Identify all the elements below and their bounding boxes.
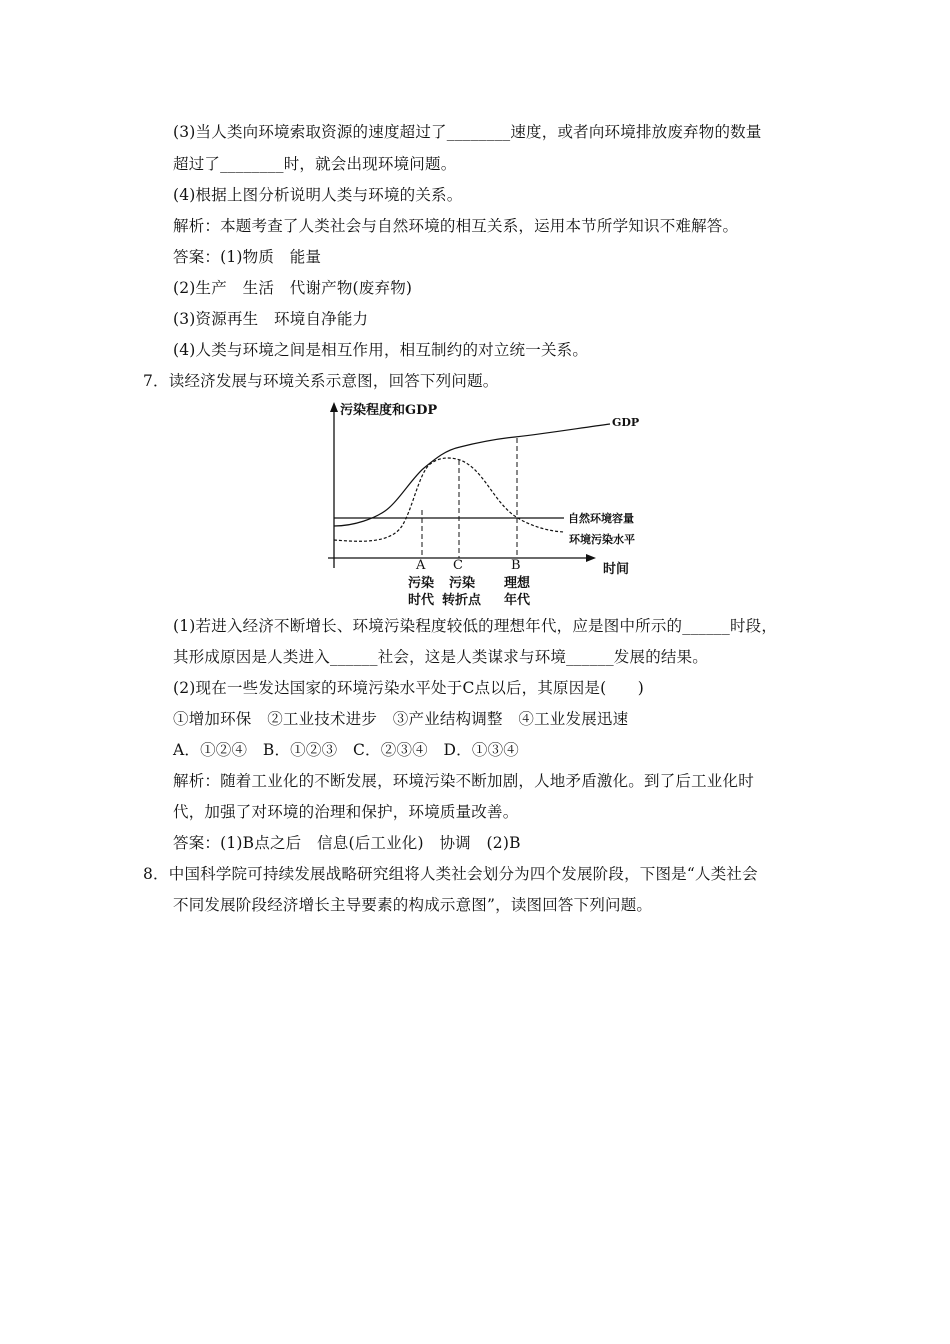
x-axis-label: 时间 xyxy=(603,562,630,577)
q7-part2-items: ①增加环保 ②工业技术进步 ③产业结构调整 ④工业发展迅速 xyxy=(173,710,629,728)
y-axis-label: 污染程度和GDP xyxy=(340,403,438,418)
q6-part3-line2: 超过了________时，就会出现环境问题。 xyxy=(173,155,457,173)
point-b-letter: B xyxy=(511,558,521,573)
point-b-label2: 年代 xyxy=(504,593,531,608)
point-c-letter: C xyxy=(453,558,463,573)
point-a-label2: 时代 xyxy=(408,593,435,608)
q6-part3-line1: (3)当人类向环境索取资源的速度超过了________速度，或者向环境排放废弃物的数量 xyxy=(173,123,762,141)
q7-part1-line1: (1)若进入经济不断增长、环境污染程度较低的理想年代，应是图中所示的______时段， xyxy=(173,617,778,635)
q8-stem-line1: 8．中国科学院可持续发展战略研究组将人类社会划分为四个发展阶段，下图是“人类社会 xyxy=(143,865,758,883)
q6-answer-2: (2)生产 生活 代谢产物(废弃物) xyxy=(173,279,413,297)
q6-part4: (4)根据上图分析说明人类与环境的关系。 xyxy=(173,186,463,204)
economy-environment-chart xyxy=(320,398,650,612)
chart-svg xyxy=(320,398,650,612)
series-label-pollution: 环境污染水平 xyxy=(569,533,635,546)
q7-stem: 7．读经济发展与环境关系示意图，回答下列问题。 xyxy=(143,372,499,390)
point-a-letter: A xyxy=(416,558,426,573)
q7-part1-line2: 其形成原因是人类进入______社会，这是人类谋求与环境______发展的结果。 xyxy=(173,648,709,666)
q7-answer: 答案：(1)B点之后 信息(后工业化) 协调 (2)B xyxy=(173,834,521,852)
gdp-curve xyxy=(334,424,610,526)
q7-part2-options: A．①②④ B．①②③ C．②③④ D．①③④ xyxy=(173,741,519,759)
q7-analysis-line1: 解析：随着工业化的不断发展，环境污染不断加剧，人地矛盾激化。到了后工业化时 xyxy=(173,772,754,790)
q7-analysis-line2: 代，加强了对环境的治理和保护，环境质量改善。 xyxy=(173,803,519,821)
q7-part2: (2)现在一些发达国家的环境污染水平处于C点以后，其原因是( ) xyxy=(173,679,645,697)
q6-answer-4: (4)人类与环境之间是相互作用，相互制约的对立统一关系。 xyxy=(173,341,589,359)
y-axis-arrow xyxy=(330,402,338,412)
point-b-label1: 理想 xyxy=(504,576,531,591)
q8-stem-line2: 不同发展阶段经济增长主导要素的构成示意图”，读图回答下列问题。 xyxy=(173,896,653,914)
series-label-capacity: 自然环境容量 xyxy=(568,512,634,525)
pollution-curve xyxy=(334,458,564,541)
point-c-label2: 转折点 xyxy=(442,593,482,608)
q6-answer-1: 答案：(1)物质 能量 xyxy=(173,248,322,266)
q6-analysis: 解析：本题考查了人类社会与自然环境的相互关系，运用本节所学知识不难解答。 xyxy=(173,217,739,235)
q6-answer-3: (3)资源再生 环境自净能力 xyxy=(173,310,369,328)
point-c-label1: 污染 xyxy=(449,576,476,591)
x-axis-arrow xyxy=(586,554,596,562)
point-a-label1: 污染 xyxy=(408,576,435,591)
series-label-gdp: GDP xyxy=(612,416,640,429)
